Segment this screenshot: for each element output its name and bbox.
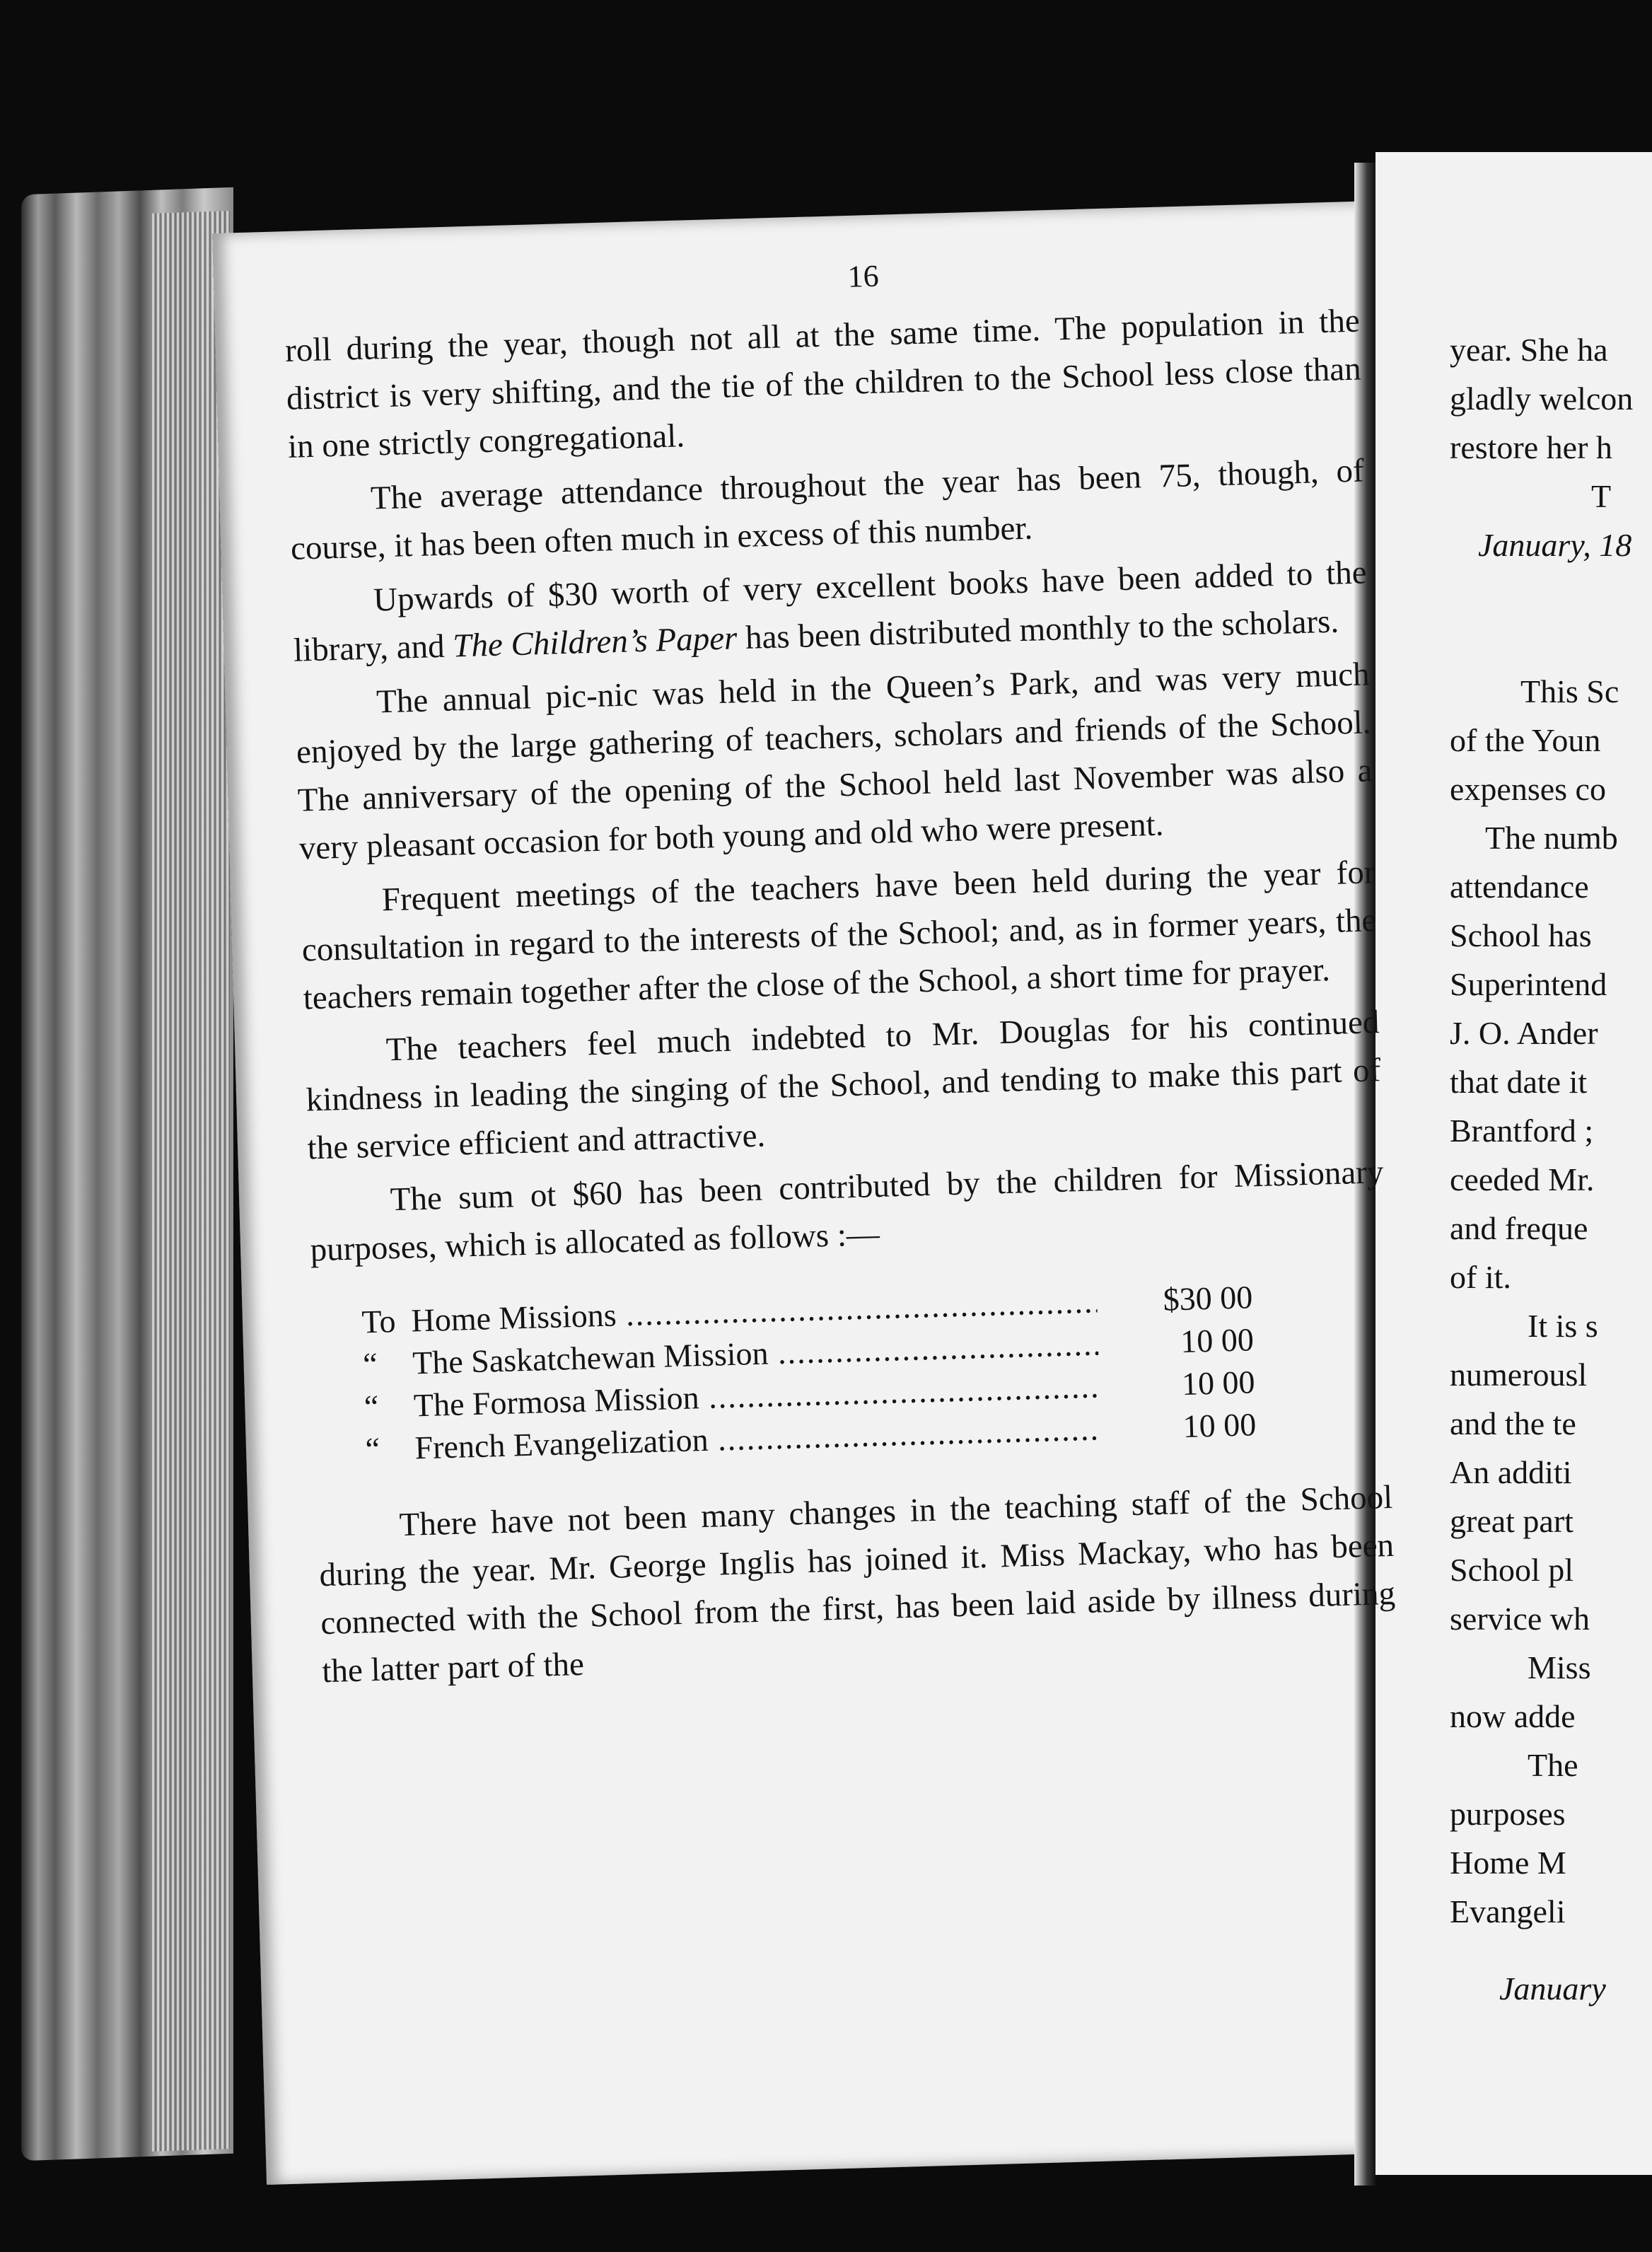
right-page-text [1450,325,1652,2013]
book-title: The Children’s Paper [452,620,738,665]
right-line: It is s [1528,1308,1598,1344]
right-line: year. She ha [1450,332,1608,368]
right-line: of the Youn [1450,722,1601,758]
right-line: and freque [1450,1210,1588,1246]
right-line: January, 18 [1478,527,1632,563]
paragraph: roll during the year, though not all at the same time. The population in the district is very shifting, and the tie of the children to the School less close than in one strictly congregational. [284,302,1362,465]
right-line: January [1499,1970,1606,2007]
right-line: The [1528,1747,1578,1783]
allocation-table [361,1276,1257,1470]
paragraph: The annual pic-nic was held in the Queen’s Park, and was very much enjoyed by the large gathering of teachers, scholars and friends of the School. The anniversary of the opening of the School held last November was also a very pleasant occasion for both young and old who were present. [296,656,1373,867]
right-line: Brantford ; [1450,1113,1594,1149]
right-line: that date it [1450,1064,1588,1100]
books-text-after: has been distributed monthly to the scholars. [736,603,1339,657]
row-amount: 10 00 [1180,1321,1255,1360]
left-page-text [283,239,1397,1702]
right-line: This Sc [1520,673,1619,709]
paragraph: The average attendance throughout the year has been 75, though, of course, it has been often much in excess of this number. [290,452,1365,567]
right-line: An additi [1450,1454,1572,1490]
right-line: numerousl [1450,1357,1588,1393]
right-line: purposes [1450,1796,1566,1832]
right-line: J. O. Ander [1450,1015,1598,1051]
row-amount: 10 00 [1181,1364,1256,1403]
right-line: ceeded Mr. [1450,1161,1595,1197]
right-line: School pl [1450,1552,1574,1588]
paragraph: Frequent meetings of the teachers have been held during the year for consultation in regard to the interests of the School; and, as in former years, the teachers remain together after the close of the School, a short time for prayer. [301,854,1378,1017]
row-label: Home Missions ..... [411,1280,1098,1342]
paragraph: The teachers feel much indebted to Mr. Douglas for his continued kindness in leading the singing of the School, and tending to make this part of the service efficient and attractive. [306,1004,1381,1167]
right-line: gladly welcon [1450,381,1634,417]
right-line [1450,569,1652,667]
row-prefix: “ [363,1388,380,1425]
row-amount: 10 00 [1182,1406,1257,1445]
paragraph: The sum ot $60 has been contributed by the children for Missionary purposes, which is allocated as follows :— [310,1154,1384,1269]
row-prefix: “ [364,1430,380,1468]
book-page-stack [152,211,230,2152]
right-line: and the te [1450,1405,1576,1441]
row-prefix: To [361,1303,397,1340]
right-line: Superintend [1450,966,1607,1002]
row-label: The Saskatchewan Mission ..... [412,1323,1098,1384]
right-line: now adde [1450,1698,1576,1734]
right-line: Miss [1528,1649,1591,1685]
right-line: attendance [1450,869,1589,905]
row-prefix: “ [362,1345,378,1383]
right-line: service wh [1450,1601,1590,1637]
row-label: The Formosa Mission ..... [413,1365,1100,1427]
right-line: Home M [1450,1845,1566,1881]
right-line: School has [1450,917,1592,953]
right-line: The numb [1485,820,1618,856]
right-line: T [1591,478,1612,514]
right-line: Evangeli [1450,1893,1566,1929]
row-label: French Evangelization ..... [414,1408,1101,1469]
row-amount: $30 00 [1162,1279,1253,1318]
right-line: of it. [1450,1259,1511,1295]
right-line: restore her h [1450,429,1612,465]
paragraph: There have not been many changes in the teaching staff of the School during the year. Mr. George Inglis has joined it. Miss Mackay, who has been connected with the School from the first, has been laid aside by illness during the latter part of the [318,1478,1396,1690]
books-text-before: Upwards of $30 worth of very excellent books have been added to the library, and [293,554,1368,669]
right-line: great part [1450,1503,1574,1539]
page-number: 16 [847,258,880,294]
right-line: expenses co [1450,771,1606,807]
